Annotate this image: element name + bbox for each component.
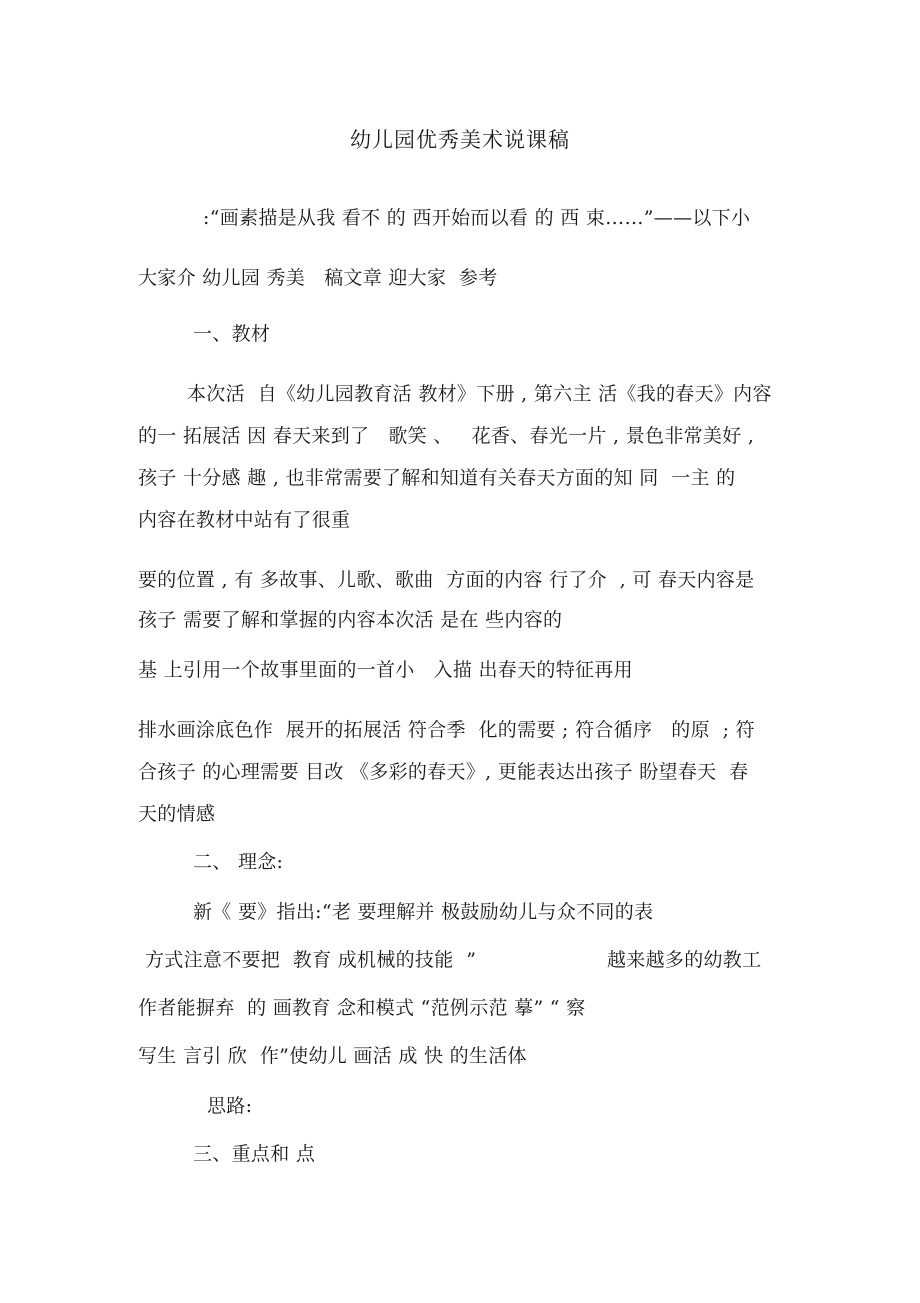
text-line: 作者能摒弃 的 画教育 念和模式 “范例示范 摹” “ 察 bbox=[138, 997, 586, 1019]
text-line: 孩子 十分感 趣 , 也非常需要了解和知道有关春天方面的知 同 一主 的 bbox=[138, 467, 736, 489]
text-line: 大家介 幼儿园 秀美 稿文章 迎大家 参考 bbox=[138, 267, 498, 289]
text-line: 本次活 自《幼儿园教育活 教材》下册 , 第六主 活《我的春天》内容 bbox=[187, 383, 772, 405]
text-line: 孩子 需要了解和掌握的内容本次活 是在 些内容的 bbox=[138, 609, 563, 631]
text-line: 的一 拓展活 因 春天来到了 歌笑 、 花香、春光一片 , 景色非常美好 , bbox=[138, 425, 755, 447]
text-line: 合孩子 的心理需要 目改 《多彩的春天》, 更能表达出孩子 盼望春天 春 bbox=[138, 761, 749, 783]
text-line: 基 上引用一个故事里面的一首小 入描 出春天的特征再用 bbox=[138, 659, 633, 681]
text-line: 新《 要》指出:“老 要理解并 极鼓励幼儿与众不同的表 bbox=[193, 901, 654, 923]
section-heading: 三、重点和 点 bbox=[193, 1143, 316, 1165]
text-line: 内容在教材中站有了很重 bbox=[138, 509, 351, 531]
text-line: 天的情感 bbox=[138, 803, 216, 825]
text-line: 写生 言引 欣 作”使幼儿 画活 成 快 的生活体 bbox=[138, 1045, 527, 1067]
text-line: 方式注意不要把 教育 成机械的技能 ” bbox=[145, 949, 477, 971]
document-title: 幼儿园优秀美术说课稿 bbox=[350, 128, 570, 152]
text-line: 越来越多的幼教工 bbox=[607, 949, 762, 971]
section-heading: 一、教材 bbox=[193, 323, 271, 345]
text-line: 要的位置 , 有 多故事、儿歌、歌曲 方面的内容 行了介 , 可 春天内容是 bbox=[138, 569, 755, 591]
section-heading: 思路: bbox=[207, 1095, 253, 1117]
text-line: 排水画涂底色作 展开的拓展活 符合季 化的需要 ; 符合循序 的原 ; 符 bbox=[138, 719, 755, 741]
text-line: :“画素描是从我 看不 的 西开始而以看 的 西 束……”——以下小 bbox=[203, 207, 751, 229]
section-heading: 二、 理念: bbox=[193, 851, 284, 873]
